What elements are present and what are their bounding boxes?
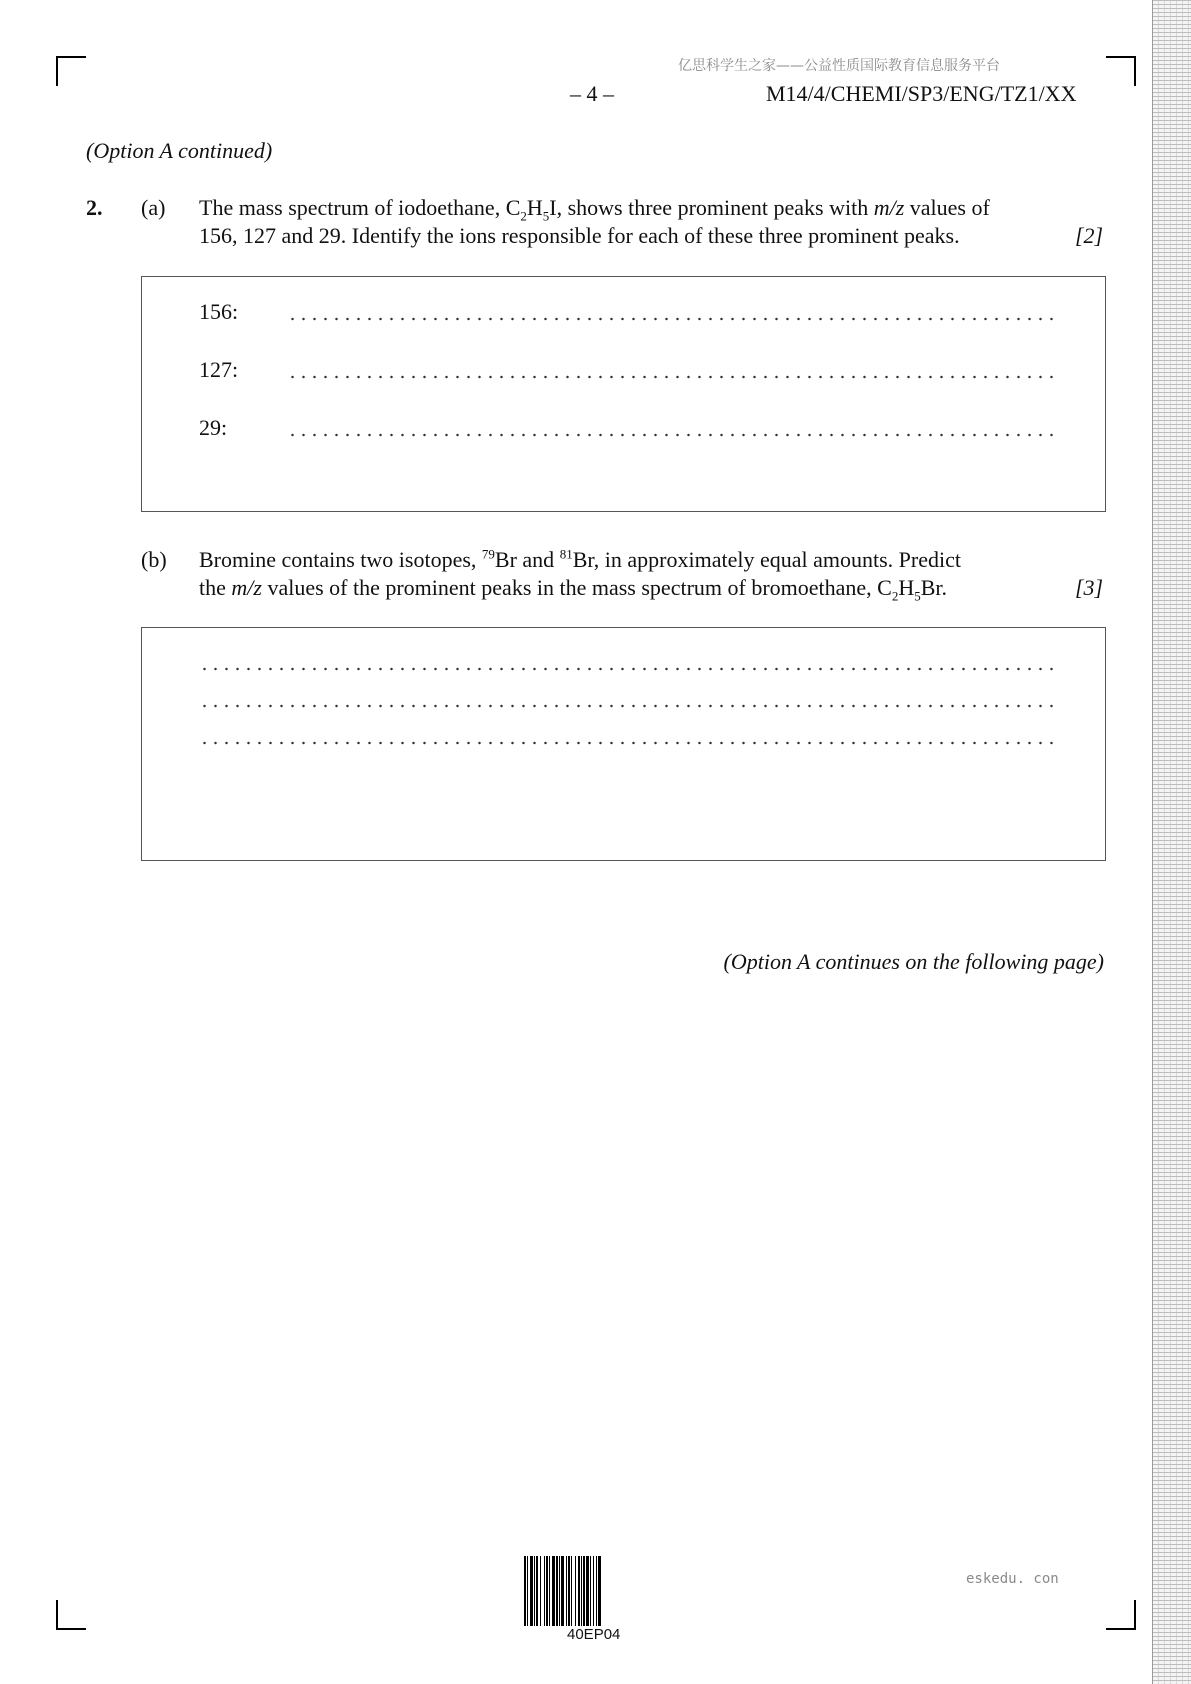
- answer-line-127[interactable]: [287, 375, 1055, 379]
- option-continued-heading: (Option A continued): [86, 138, 273, 163]
- answer-line-b-1[interactable]: [199, 667, 1055, 671]
- answer-line-b-3[interactable]: [199, 741, 1055, 745]
- part-b-marks: [3]: [1075, 575, 1104, 600]
- answer-line-b-2[interactable]: [199, 704, 1055, 708]
- page-number: – 4 –: [570, 81, 614, 106]
- answer-line-156[interactable]: [287, 317, 1055, 321]
- answer-label-29: 29:: [199, 415, 228, 440]
- part-a-question-line-2: 156, 127 and 29. Identify the ions responsible for each of these three prominent peaks.: [199, 223, 960, 248]
- crop-mark-bottom-left: [56, 1600, 86, 1630]
- watermark-text: 亿思科学生之家——公益性质国际教育信息服务平台: [678, 58, 1000, 74]
- part-b-question-line-2: the m/z values of the prominent peaks in the mass spectrum of bromoethane, $C_2H_5Br$.: [199, 575, 948, 604]
- paper-code: M14/4/CHEMI/SP3/ENG/TZ1/XX: [766, 81, 1077, 106]
- barcode: [524, 1556, 668, 1626]
- part-b-answer-box[interactable]: [141, 627, 1106, 861]
- continues-note: (Option A continues on the following page): [723, 949, 1104, 974]
- site-watermark: eskedu. con: [966, 1571, 1059, 1587]
- answer-label-127: 127:: [199, 357, 239, 382]
- crop-mark-top-right: [1106, 56, 1136, 86]
- crop-mark-bottom-right: [1106, 1600, 1136, 1630]
- crop-mark-top-left: [56, 56, 86, 86]
- part-a-label: (a): [141, 195, 166, 220]
- page-edge-strip: [1152, 0, 1191, 1684]
- part-b-label: (b): [141, 547, 167, 572]
- answer-label-156: 156:: [199, 299, 239, 324]
- question-number: 2.: [86, 195, 103, 220]
- part-a-question-line-1: The mass spectrum of iodoethane, $C_2H_5I$, shows three prominent peaks with m/z values of: [199, 195, 990, 224]
- part-b-question-line-1: Bromine contains two isotopes, $^{79}$Br and $^{81}$Br, in approximately equal amounts. Predict: [199, 546, 961, 572]
- barcode-number: 40EP04: [567, 1626, 621, 1643]
- part-a-marks: [2]: [1075, 223, 1104, 248]
- part-a-answer-box[interactable]: [141, 276, 1106, 512]
- answer-line-29[interactable]: [287, 433, 1055, 437]
